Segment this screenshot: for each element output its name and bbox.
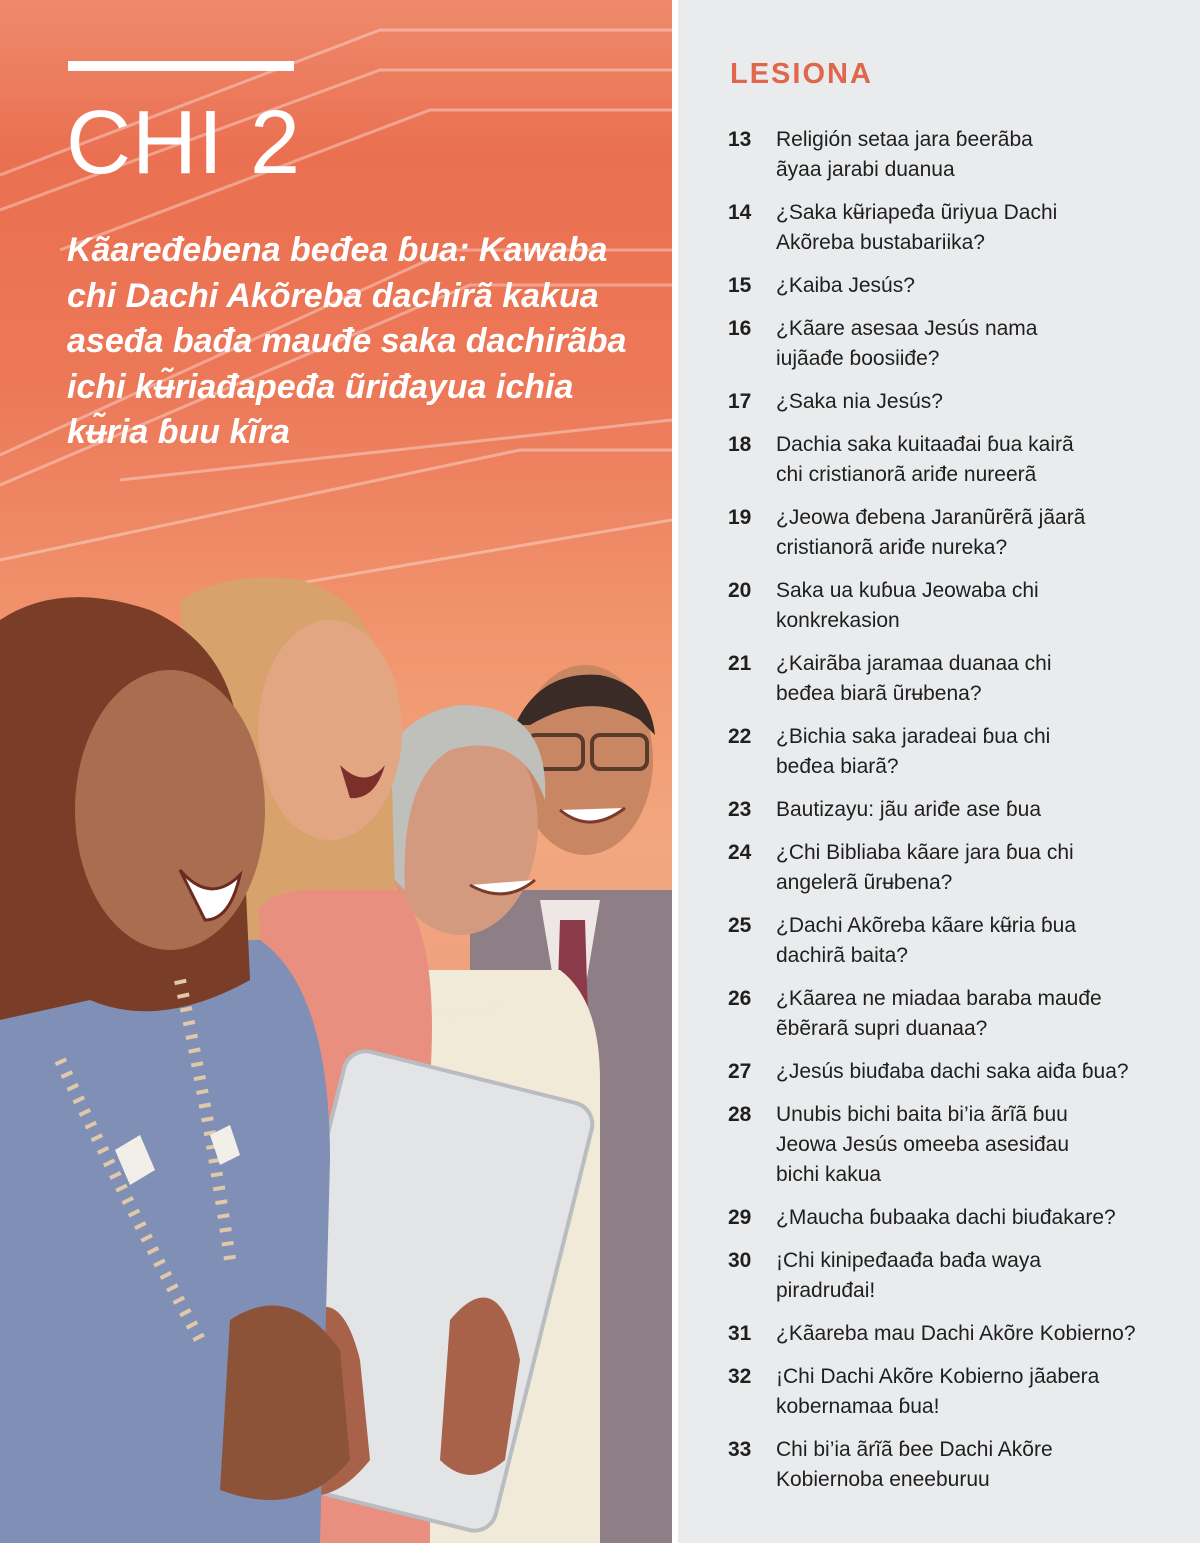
lesson-item-25[interactable] — [678, 911, 1200, 971]
lesson-item-17[interactable] — [678, 387, 1200, 417]
lesson-number: 16 — [728, 317, 752, 340]
lesson-item-24[interactable] — [678, 838, 1200, 898]
lesson-number: 26 — [728, 987, 752, 1010]
lesson-item-23[interactable] — [678, 795, 1200, 825]
lesson-title: ¿Chi Bibliaba kãare jara ɓua chi angelerã ũrʉbena? — [776, 841, 1074, 894]
lessons-heading: LESIONA — [730, 58, 873, 90]
lesson-number: 32 — [728, 1365, 752, 1388]
lesson-item-29[interactable] — [678, 1203, 1200, 1233]
lesson-item-22[interactable] — [678, 722, 1200, 782]
lesson-number: 14 — [728, 201, 752, 224]
lesson-item-27[interactable] — [678, 1057, 1200, 1087]
lesson-title: Unubis bichi baita bi’ia ãrĩã ɓuu Jeowa Jesús omeeba asesiđau bichi kakua — [776, 1103, 1070, 1186]
lesson-item-28[interactable] — [678, 1100, 1200, 1190]
lesson-title: ¿Jesús biuđaba dachi saka aiđa ɓua? — [776, 1060, 1129, 1083]
people-illustration — [0, 560, 672, 1543]
lesson-number: 24 — [728, 841, 752, 864]
lessons-panel — [678, 0, 1200, 1543]
lesson-number: 25 — [728, 914, 752, 937]
chapter-subtitle: Kãaređebena beđea ɓua: Kawaba chi Dachi Akõreba dachirã kakua aseđa bađa mauđe saka dachirãba ichi kʉ̃riađapeđa ũriđayua ichia kʉ̃ria ɓuu kĩra — [67, 231, 627, 451]
lesson-title: Religión setaa jara ɓeerãba ãyaa jarabi duanua — [776, 128, 1033, 181]
lesson-number: 20 — [728, 579, 752, 602]
lesson-number: 33 — [728, 1438, 752, 1461]
lesson-number: 29 — [728, 1206, 752, 1229]
lesson-item-14[interactable] — [678, 198, 1200, 258]
lesson-number: 18 — [728, 433, 752, 456]
lesson-number: 21 — [728, 652, 752, 675]
lesson-title: ¿Kaiba Jesús? — [776, 274, 915, 297]
lesson-list — [678, 125, 1200, 1508]
lesson-title: ¿Dachi Akõreba kãare kʉ̃ria ɓua dachirã baita? — [776, 914, 1076, 967]
lesson-number: 13 — [728, 128, 752, 151]
title-rule — [68, 61, 294, 71]
lesson-item-15[interactable] — [678, 271, 1200, 301]
lesson-item-16[interactable] — [678, 314, 1200, 374]
lesson-item-21[interactable] — [678, 649, 1200, 709]
lesson-item-13[interactable] — [678, 125, 1200, 185]
lesson-title: Bautizayu: jãu ariđe ase ɓua — [776, 798, 1042, 821]
chapter-title: CHI 2 — [66, 93, 302, 193]
lesson-title: ¿Kãarea ne miadaa baraba mauđe ẽbẽrarã supri duanaa? — [776, 987, 1102, 1040]
lesson-title: ¿Kãareba mau Dachi Akõre Kobierno? — [776, 1322, 1136, 1345]
lesson-item-31[interactable] — [678, 1319, 1200, 1349]
lesson-title: ¿Kãare asesaa Jesús nama iujãađe ɓoosiiđe? — [776, 317, 1038, 370]
lesson-item-18[interactable] — [678, 430, 1200, 490]
lesson-item-19[interactable] — [678, 503, 1200, 563]
lesson-title: Dachia saka kuitaađai ɓua kairã chi cristianorã ariđe nureerã — [776, 433, 1074, 486]
lesson-item-26[interactable] — [678, 984, 1200, 1044]
lesson-item-32[interactable] — [678, 1362, 1200, 1422]
lesson-number: 23 — [728, 798, 752, 821]
lesson-number: 31 — [728, 1322, 752, 1345]
lesson-number: 28 — [728, 1103, 752, 1126]
lesson-title: ¿Kairãba jaramaa duanaa chi beđea biarã ũrʉbena? — [776, 652, 1052, 705]
lesson-title: ¿Saka kʉ̃riapeđa ũriyua Dachi Akõreba bustabariika? — [776, 201, 1058, 254]
lesson-title: ¡Chi kinipeđaađa bađa waya piradruđai! — [776, 1249, 1042, 1302]
lesson-number: 30 — [728, 1249, 752, 1272]
lesson-title: ¿Bichia saka jaradeai ɓua chi beđea biarã? — [776, 725, 1051, 778]
lesson-number: 22 — [728, 725, 752, 748]
lesson-number: 17 — [728, 390, 752, 413]
lesson-title: ¿Saka nia Jesús? — [776, 390, 943, 413]
lesson-title: ¡Chi Dachi Akõre Kobierno jãabera kobernamaa ɓua! — [776, 1365, 1100, 1418]
lesson-title: ¿Jeowa đebena Jaranũrẽrã jãarã cristianorã ariđe nureka? — [776, 506, 1086, 559]
lesson-item-33[interactable] — [678, 1435, 1200, 1495]
lesson-title: Chi bi’ia ãrĩã ɓee Dachi Akõre Kobiernoba eneeburuu — [776, 1438, 1053, 1491]
lesson-number: 19 — [728, 506, 752, 529]
lesson-item-20[interactable] — [678, 576, 1200, 636]
lesson-number: 15 — [728, 274, 752, 297]
lesson-number: 27 — [728, 1060, 752, 1083]
lesson-item-30[interactable] — [678, 1246, 1200, 1306]
lesson-title: ¿Maucha ɓubaaka dachi biuđakare? — [776, 1206, 1116, 1229]
lesson-title: Saka ua kuɓua Jeowaba chi konkrekasion — [776, 579, 1039, 632]
